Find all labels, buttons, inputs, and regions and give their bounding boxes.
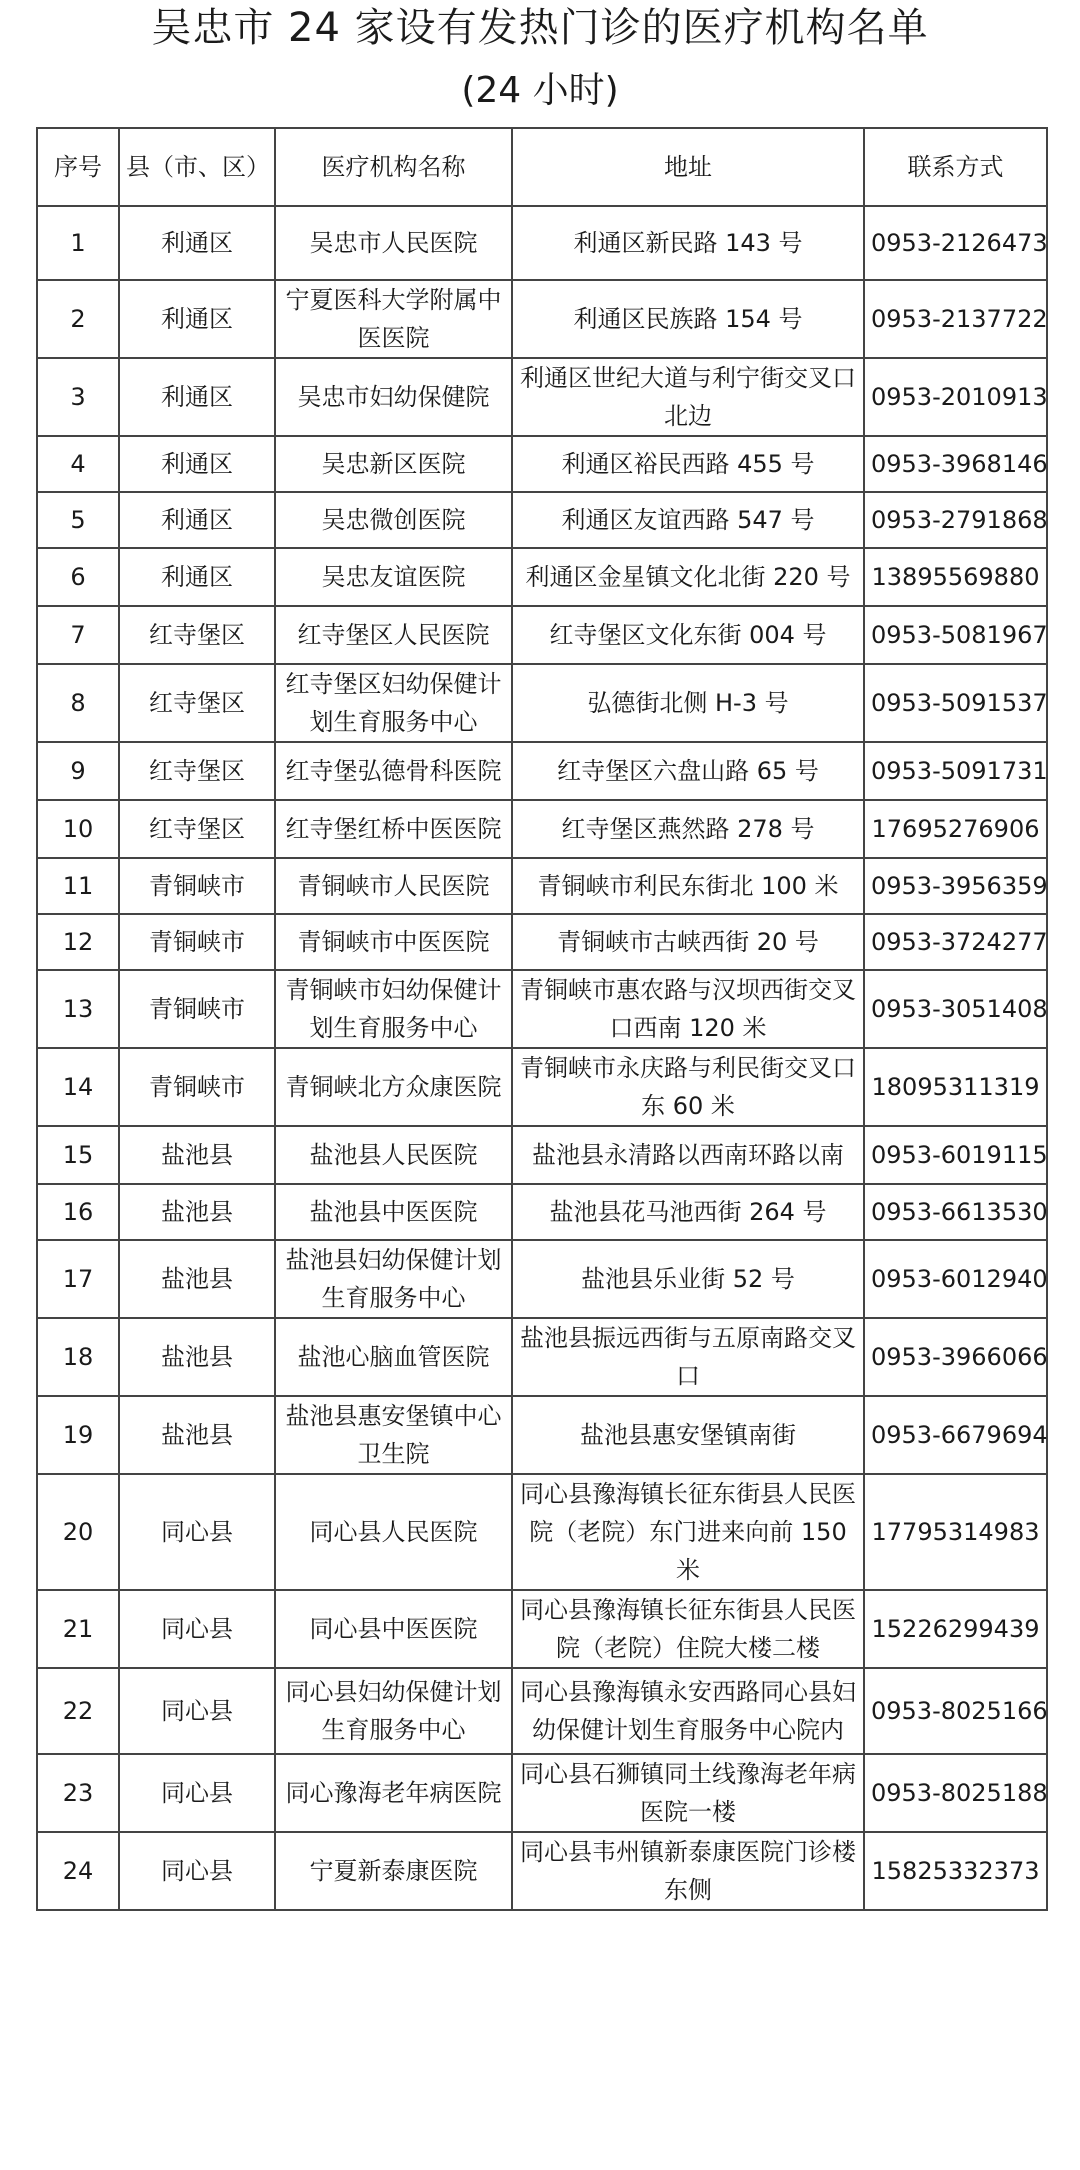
cell-address: 利通区新民路 143 号 bbox=[512, 206, 864, 280]
cell-address: 盐池县花马池西街 264 号 bbox=[512, 1184, 864, 1240]
cell-contact: 0953-6679694 bbox=[864, 1396, 1047, 1474]
cell-district: 青铜峡市 bbox=[119, 1048, 275, 1126]
cell-district: 红寺堡区 bbox=[119, 800, 275, 858]
cell-institution: 吴忠微创医院 bbox=[275, 492, 512, 548]
cell-district: 利通区 bbox=[119, 358, 275, 436]
cell-institution: 青铜峡市妇幼保健计划生育服务中心 bbox=[275, 970, 512, 1048]
table-row bbox=[37, 1754, 1047, 1832]
cell-institution: 盐池县中医医院 bbox=[275, 1184, 512, 1240]
cell-contact: 0953-3956359 bbox=[864, 858, 1047, 914]
cell-contact: 0953-8025166 bbox=[864, 1668, 1047, 1754]
cell-index: 3 bbox=[37, 358, 119, 436]
cell-address: 红寺堡区六盘山路 65 号 bbox=[512, 742, 864, 800]
table-row bbox=[37, 1668, 1047, 1754]
cell-address: 利通区金星镇文化北街 220 号 bbox=[512, 548, 864, 606]
cell-contact: 17695276906 bbox=[864, 800, 1047, 858]
cell-address: 同心县豫海镇永安西路同心县妇幼保健计划生育服务中心院内 bbox=[512, 1668, 864, 1754]
cell-institution: 同心县人民医院 bbox=[275, 1474, 512, 1590]
cell-address: 红寺堡区燕然路 278 号 bbox=[512, 800, 864, 858]
cell-district: 盐池县 bbox=[119, 1126, 275, 1184]
table-row bbox=[37, 800, 1047, 858]
table-body bbox=[37, 206, 1047, 1910]
cell-address: 同心县豫海镇长征东街县人民医院（老院）东门进来向前 150 米 bbox=[512, 1474, 864, 1590]
cell-district: 红寺堡区 bbox=[119, 664, 275, 742]
hospital-table bbox=[36, 127, 1048, 1911]
cell-contact: 0953-2791868 bbox=[864, 492, 1047, 548]
table-row bbox=[37, 1396, 1047, 1474]
cell-district: 红寺堡区 bbox=[119, 606, 275, 664]
cell-institution: 吴忠新区医院 bbox=[275, 436, 512, 492]
header-address: 地址 bbox=[512, 128, 864, 206]
cell-index: 6 bbox=[37, 548, 119, 606]
table-row bbox=[37, 1474, 1047, 1590]
cell-institution: 青铜峡市人民医院 bbox=[275, 858, 512, 914]
cell-contact: 0953-5091537 bbox=[864, 664, 1047, 742]
cell-index: 15 bbox=[37, 1126, 119, 1184]
page-subtitle: (24 小时) bbox=[461, 70, 619, 111]
cell-contact: 0953-8025188 bbox=[864, 1754, 1047, 1832]
table-row bbox=[37, 280, 1047, 358]
cell-address: 盐池县振远西街与五原南路交叉口 bbox=[512, 1318, 864, 1396]
cell-institution: 红寺堡区妇幼保健计划生育服务中心 bbox=[275, 664, 512, 742]
cell-district: 同心县 bbox=[119, 1668, 275, 1754]
cell-index: 16 bbox=[37, 1184, 119, 1240]
cell-contact: 0953-3966066 bbox=[864, 1318, 1047, 1396]
cell-institution: 宁夏医科大学附属中医医院 bbox=[275, 280, 512, 358]
cell-address: 青铜峡市利民东街北 100 米 bbox=[512, 858, 864, 914]
cell-institution: 同心县妇幼保健计划生育服务中心 bbox=[275, 1668, 512, 1754]
cell-contact: 18095311319 bbox=[864, 1048, 1047, 1126]
cell-district: 青铜峡市 bbox=[119, 914, 275, 970]
cell-district: 利通区 bbox=[119, 492, 275, 548]
cell-contact: 0953-6613530 bbox=[864, 1184, 1047, 1240]
cell-district: 同心县 bbox=[119, 1754, 275, 1832]
cell-index: 12 bbox=[37, 914, 119, 970]
header-district: 县（市、区） bbox=[119, 128, 275, 206]
table-row bbox=[37, 358, 1047, 436]
cell-index: 2 bbox=[37, 280, 119, 358]
table-row bbox=[37, 970, 1047, 1048]
cell-address: 盐池县惠安堡镇南街 bbox=[512, 1396, 864, 1474]
cell-institution: 同心豫海老年病医院 bbox=[275, 1754, 512, 1832]
cell-contact: 15226299439 bbox=[864, 1590, 1047, 1668]
cell-address: 同心县石狮镇同土线豫海老年病医院一楼 bbox=[512, 1754, 864, 1832]
table-header-row bbox=[37, 128, 1047, 206]
header-institution: 医疗机构名称 bbox=[275, 128, 512, 206]
table-row bbox=[37, 914, 1047, 970]
cell-district: 盐池县 bbox=[119, 1396, 275, 1474]
cell-contact: 0953-2126473 bbox=[864, 206, 1047, 280]
cell-district: 同心县 bbox=[119, 1474, 275, 1590]
cell-institution: 宁夏新泰康医院 bbox=[275, 1832, 512, 1910]
table-row bbox=[37, 742, 1047, 800]
cell-institution: 吴忠市妇幼保健院 bbox=[275, 358, 512, 436]
cell-district: 青铜峡市 bbox=[119, 858, 275, 914]
cell-district: 盐池县 bbox=[119, 1184, 275, 1240]
cell-index: 13 bbox=[37, 970, 119, 1048]
cell-address: 利通区世纪大道与利宁街交叉口北边 bbox=[512, 358, 864, 436]
cell-district: 同心县 bbox=[119, 1832, 275, 1910]
cell-district: 利通区 bbox=[119, 280, 275, 358]
cell-contact: 0953-6019115 bbox=[864, 1126, 1047, 1184]
cell-index: 17 bbox=[37, 1240, 119, 1318]
table-row bbox=[37, 548, 1047, 606]
cell-address: 红寺堡区文化东街 004 号 bbox=[512, 606, 864, 664]
cell-index: 23 bbox=[37, 1754, 119, 1832]
cell-district: 盐池县 bbox=[119, 1240, 275, 1318]
cell-institution: 红寺堡区人民医院 bbox=[275, 606, 512, 664]
cell-contact: 0953-3051408 bbox=[864, 970, 1047, 1048]
cell-index: 8 bbox=[37, 664, 119, 742]
cell-index: 7 bbox=[37, 606, 119, 664]
cell-district: 利通区 bbox=[119, 436, 275, 492]
table-row bbox=[37, 1184, 1047, 1240]
table-row bbox=[37, 858, 1047, 914]
cell-address: 同心县韦州镇新泰康医院门诊楼东侧 bbox=[512, 1832, 864, 1910]
cell-index: 20 bbox=[37, 1474, 119, 1590]
cell-contact: 13895569880 bbox=[864, 548, 1047, 606]
cell-contact: 0953-3968146 bbox=[864, 436, 1047, 492]
cell-index: 11 bbox=[37, 858, 119, 914]
cell-contact: 0953-2010913 bbox=[864, 358, 1047, 436]
cell-contact: 0953-6012940 bbox=[864, 1240, 1047, 1318]
cell-institution: 盐池县妇幼保健计划生育服务中心 bbox=[275, 1240, 512, 1318]
table-row bbox=[37, 436, 1047, 492]
cell-address: 青铜峡市惠农路与汉坝西街交叉口西南 120 米 bbox=[512, 970, 864, 1048]
header-index: 序号 bbox=[37, 128, 119, 206]
cell-index: 5 bbox=[37, 492, 119, 548]
cell-address: 弘德街北侧 H-3 号 bbox=[512, 664, 864, 742]
cell-institution: 同心县中医医院 bbox=[275, 1590, 512, 1668]
cell-contact: 17795314983 bbox=[864, 1474, 1047, 1590]
cell-address: 同心县豫海镇长征东街县人民医院（老院）住院大楼二楼 bbox=[512, 1590, 864, 1668]
cell-address: 盐池县乐业街 52 号 bbox=[512, 1240, 864, 1318]
cell-contact: 0953-5091731 bbox=[864, 742, 1047, 800]
table-row bbox=[37, 492, 1047, 548]
table-row bbox=[37, 1318, 1047, 1396]
cell-index: 21 bbox=[37, 1590, 119, 1668]
cell-district: 利通区 bbox=[119, 548, 275, 606]
cell-institution: 盐池县人民医院 bbox=[275, 1126, 512, 1184]
cell-institution: 红寺堡红桥中医医院 bbox=[275, 800, 512, 858]
cell-address: 盐池县永清路以西南环路以南 bbox=[512, 1126, 864, 1184]
table-row bbox=[37, 1590, 1047, 1668]
table-row bbox=[37, 1126, 1047, 1184]
cell-index: 9 bbox=[37, 742, 119, 800]
table-row bbox=[37, 206, 1047, 280]
cell-index: 24 bbox=[37, 1832, 119, 1910]
cell-address: 利通区友谊西路 547 号 bbox=[512, 492, 864, 548]
cell-contact: 0953-2137722 bbox=[864, 280, 1047, 358]
cell-address: 青铜峡市古峡西街 20 号 bbox=[512, 914, 864, 970]
cell-institution: 吴忠市人民医院 bbox=[275, 206, 512, 280]
cell-district: 利通区 bbox=[119, 206, 275, 280]
table-row bbox=[37, 664, 1047, 742]
cell-contact: 0953-5081967 bbox=[864, 606, 1047, 664]
cell-index: 10 bbox=[37, 800, 119, 858]
cell-contact: 15825332373 bbox=[864, 1832, 1047, 1910]
cell-index: 14 bbox=[37, 1048, 119, 1126]
cell-institution: 青铜峡北方众康医院 bbox=[275, 1048, 512, 1126]
table-row bbox=[37, 606, 1047, 664]
cell-institution: 吴忠友谊医院 bbox=[275, 548, 512, 606]
cell-institution: 盐池县惠安堡镇中心卫生院 bbox=[275, 1396, 512, 1474]
cell-address: 利通区裕民西路 455 号 bbox=[512, 436, 864, 492]
cell-address: 利通区民族路 154 号 bbox=[512, 280, 864, 358]
cell-contact: 0953-3724277 bbox=[864, 914, 1047, 970]
cell-address: 青铜峡市永庆路与利民街交叉口东 60 米 bbox=[512, 1048, 864, 1126]
cell-index: 22 bbox=[37, 1668, 119, 1754]
hospital-table-container bbox=[36, 127, 1046, 1911]
cell-index: 4 bbox=[37, 436, 119, 492]
table-row bbox=[37, 1240, 1047, 1318]
cell-index: 18 bbox=[37, 1318, 119, 1396]
cell-district: 红寺堡区 bbox=[119, 742, 275, 800]
table-row bbox=[37, 1832, 1047, 1910]
cell-institution: 盐池心脑血管医院 bbox=[275, 1318, 512, 1396]
cell-index: 1 bbox=[37, 206, 119, 280]
cell-district: 同心县 bbox=[119, 1590, 275, 1668]
page-title: 吴忠市 24 家设有发热门诊的医疗机构名单 bbox=[151, 5, 929, 51]
cell-institution: 红寺堡弘德骨科医院 bbox=[275, 742, 512, 800]
cell-index: 19 bbox=[37, 1396, 119, 1474]
cell-institution: 青铜峡市中医医院 bbox=[275, 914, 512, 970]
cell-district: 盐池县 bbox=[119, 1318, 275, 1396]
table-row bbox=[37, 1048, 1047, 1126]
cell-district: 青铜峡市 bbox=[119, 970, 275, 1048]
header-contact: 联系方式 bbox=[864, 128, 1047, 206]
